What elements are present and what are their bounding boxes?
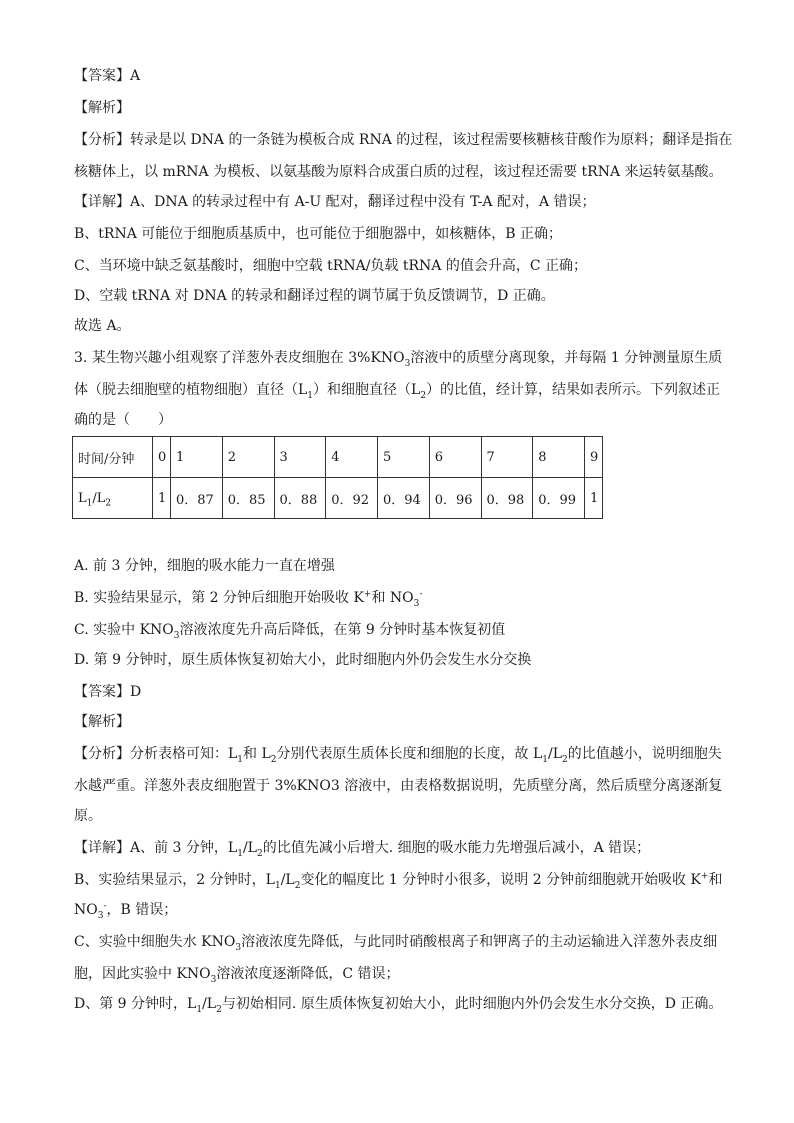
q2-fenxi-line-2: 核糖体上，以 mRNA 为模板、以氨基酸为原料合成蛋白质的过程，该过程还需要 tRNA 来运转氨基酸。 [74, 164, 723, 180]
q3-stem-line-2: 体（脱去细胞壁的植物细胞）直径$(L_1)$和细胞直径$(L_2)$的比值，经计算，结果如表所示。下列叙述正 [74, 382, 721, 401]
q2-detail-b: B、tRNA 可能位于细胞质基质中，也可能位于细胞器中，如核糖体，B 正确； [74, 226, 563, 242]
table-cell: 0．98 [481, 478, 533, 519]
q2-conclusion: 故选 A。 [74, 318, 131, 334]
table-row-time [73, 437, 603, 478]
table-cell: 1 [153, 478, 171, 519]
q2-detail-c: C、当环境中缺乏氨基酸时，细胞中空载 tRNA/负载 tRNA 的值会升高，C 正确； [74, 258, 587, 274]
table-cell: 1 [585, 478, 603, 519]
q2-fenxi-line-1: 【分析】转录是以 DNA 的一条链为模板合成 RNA 的过程，该过程需要核糖核苷酸作为原料；翻译是指在 [74, 132, 733, 148]
q3-option-d: D. 第 9 分钟时，原生质体恢复初始大小，此时细胞内外仍会发生水分交换 [74, 652, 532, 668]
q2-detail-a: 【详解】A、DNA 的转录过程中有 A-U 配对，翻译过程中没有 T-A 配对，A 错误； [74, 194, 596, 210]
table-cell: 7 [481, 437, 533, 478]
q3-detail-d: D、第 9 分钟时，$L_1/L_2$与初始相同. 原生质体恢复初始大小，此时细胞内外仍会发生水分交换，D 正确。 [74, 996, 723, 1015]
table-cell: 0．94 [378, 478, 430, 519]
q3-answer: 【答案】D [74, 684, 142, 700]
q3-fenxi-line-2: 水越严重。洋葱外表皮细胞置于 3%KNO3 溶液中，由表格数据说明，先质壁分离，然后质壁分离逐渐复 [74, 778, 723, 794]
q3-detail-a: 【详解】A、前 3 分钟，$L_1/L_2$的比值先减小后增大. 细胞的吸水能力先增强后减小，A 错误； [74, 840, 651, 859]
q3-option-b: B. 实验结果显示，第 2 分钟后细胞开始吸收 K+和 $NO_3^-$ [74, 589, 423, 609]
table-cell: 0．99 [533, 478, 585, 519]
table-cell: 6 [429, 437, 481, 478]
q3-detail-b: B、实验结果显示，2 分钟时，$L_1/L_2$变化的幅度比 1 分钟时小很多，说明 2 分钟前细胞就开始吸收 K+和 [74, 871, 723, 891]
table-cell: 3 [274, 437, 326, 478]
table-cell: 0．88 [274, 478, 326, 519]
q3-option-c: C. 实验中 $KNO_3$溶液浓度先升高后降低，在第 9 分钟时基本恢复初值 [74, 622, 506, 641]
table-header-time: 时间/分钟 [73, 437, 153, 478]
q3-detail-c: C、实验中细胞失水 $KNO_3$溶液浓度先降低，与此同时硝酸根离子和钾离子的主动运输进入洋葱外表皮细 [74, 934, 718, 953]
table-cell: 0 [153, 437, 171, 478]
q2-analysis-label: 【解析】 [74, 100, 130, 116]
q3-analysis-label: 【解析】 [74, 714, 130, 730]
ratio-table [72, 436, 603, 519]
q3-fenxi-line-3: 原。 [74, 808, 102, 824]
table-cell: 9 [585, 437, 603, 478]
table-cell: 0．85 [222, 478, 274, 519]
table-cell: 8 [533, 437, 585, 478]
table-cell: 0．87 [171, 478, 223, 519]
table-cell: 0．92 [326, 478, 378, 519]
table-header-ratio: $L_1/L_2$ [73, 478, 153, 519]
q3-fenxi-line-1: 【分析】分析表格可知：$L_1$和 $L_2$分别代表原生质体长度和细胞的长度，故 $L_1/L_2$的比值越小，说明细胞失 [74, 746, 722, 765]
table-cell: 4 [326, 437, 378, 478]
table-cell: 2 [222, 437, 274, 478]
q3-option-a: A. 前 3 分钟，细胞的吸水能力一直在增强 [74, 558, 335, 574]
table-cell: 0．96 [429, 478, 481, 519]
table-cell: 1 [171, 437, 223, 478]
table-row-ratio [73, 478, 603, 519]
q3-stem-line-3: 确的是（ ） [74, 412, 172, 428]
table-cell: 5 [378, 437, 430, 478]
q3-detail-c-cont: 胞，因此实验中 $KNO_3$溶液浓度逐渐降低，C 错误； [74, 966, 400, 985]
q3-stem-line-1: 3. 某生物兴趣小组观察了洋葱外表皮细胞在 $3\%KNO_3$溶液中的质壁分离现象，并每隔 1 分钟测量原生质 [74, 350, 723, 369]
q2-answer: 【答案】A [74, 68, 141, 84]
q2-detail-d: D、空载 tRNA 对 DNA 的转录和翻译过程的调节属于负反馈调节，D 正确。 [74, 288, 555, 304]
q3-detail-b-cont: $NO_3^-$，B 错误； [74, 901, 178, 921]
